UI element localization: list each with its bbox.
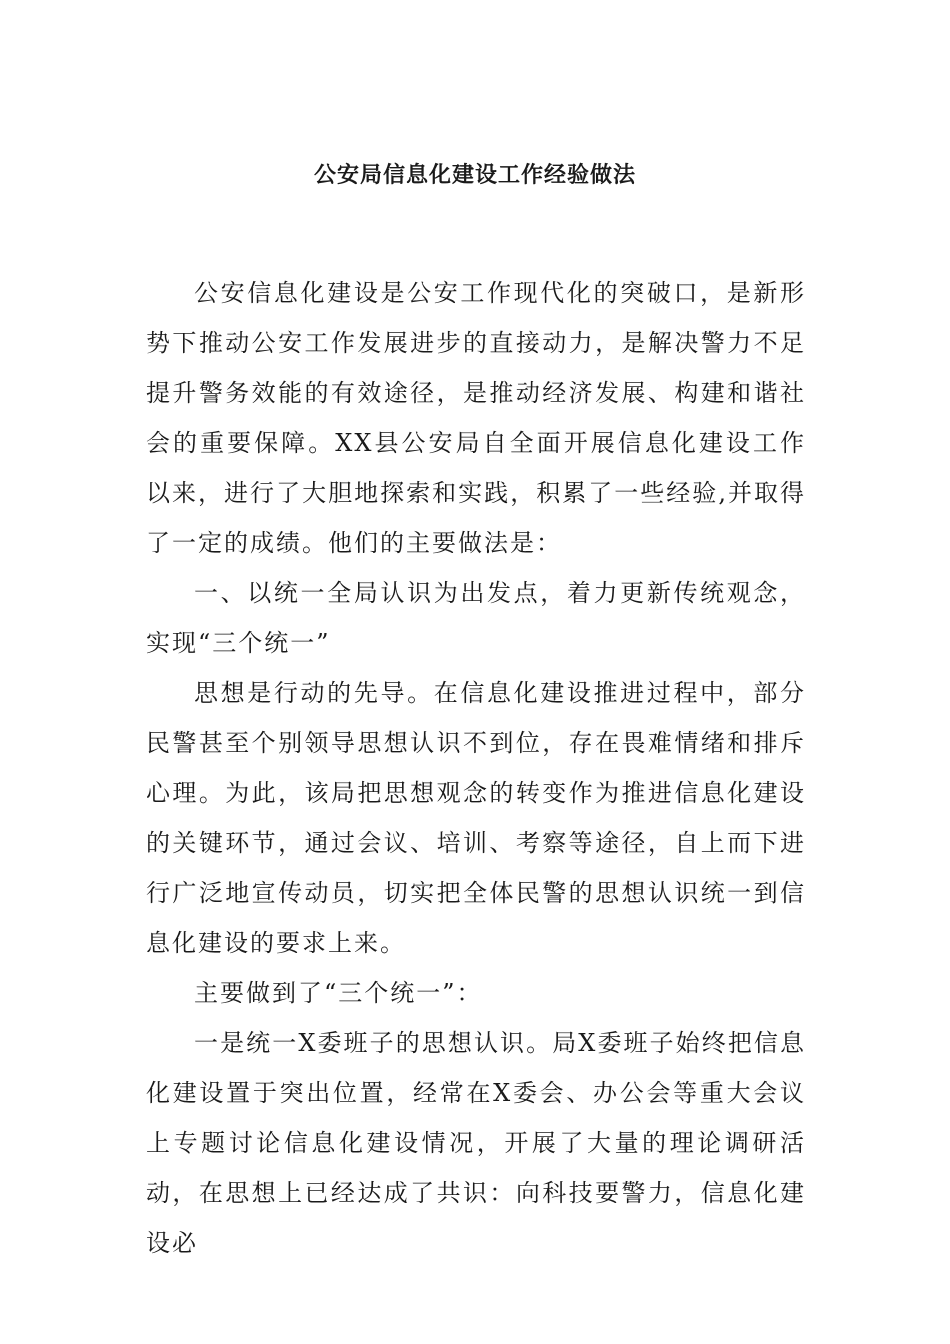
paragraph-heading-one: 一、以统一全局认识为出发点，着力更新传统观念，实现“三个统一” <box>146 579 806 657</box>
document-title: 公安局信息化建设工作经验做法 <box>313 162 636 188</box>
paragraph-intro: 公安信息化建设是公安工作现代化的突破口，是新形势下推动公安工作发展进步的直接动力，是解决警力不足提升警务效能的有效途径，是推动经济发展、构建和谐社会的重要保障。XX县公安局自全面开展信息化建设工作以来，进行了大胆地探索和实践，积累了一些经验,并取得了一定的成绩。他们的主要做法是： <box>146 279 806 557</box>
paragraph-three-unities: 主要做到了“三个统一”： <box>194 979 483 1007</box>
paragraph-thought: 思想是行动的先导。在信息化建设推进过程中，部分民警甚至个别领导思想认识不到位，存在畏难情绪和排斥心理。为此，该局把思想观念的转变作为推进信息化建设的关键环节，通过会议、培训、考察等途径，自上而下进行广泛地宣传动员，切实把全体民警的思想认识统一到信息化建设的要求上来。 <box>146 679 806 957</box>
paragraph-first-unity: 一是统一X委班子的思想认识。局X委班子始终把信息化建设置于突出位置，经常在X委会、办公会等重大会议上专题讨论信息化建设情况，开展了大量的理论调研活动，在思想上已经达成了共识：向科技要警力，信息化建设必 <box>146 1029 806 1257</box>
document-body <box>146 268 806 1268</box>
